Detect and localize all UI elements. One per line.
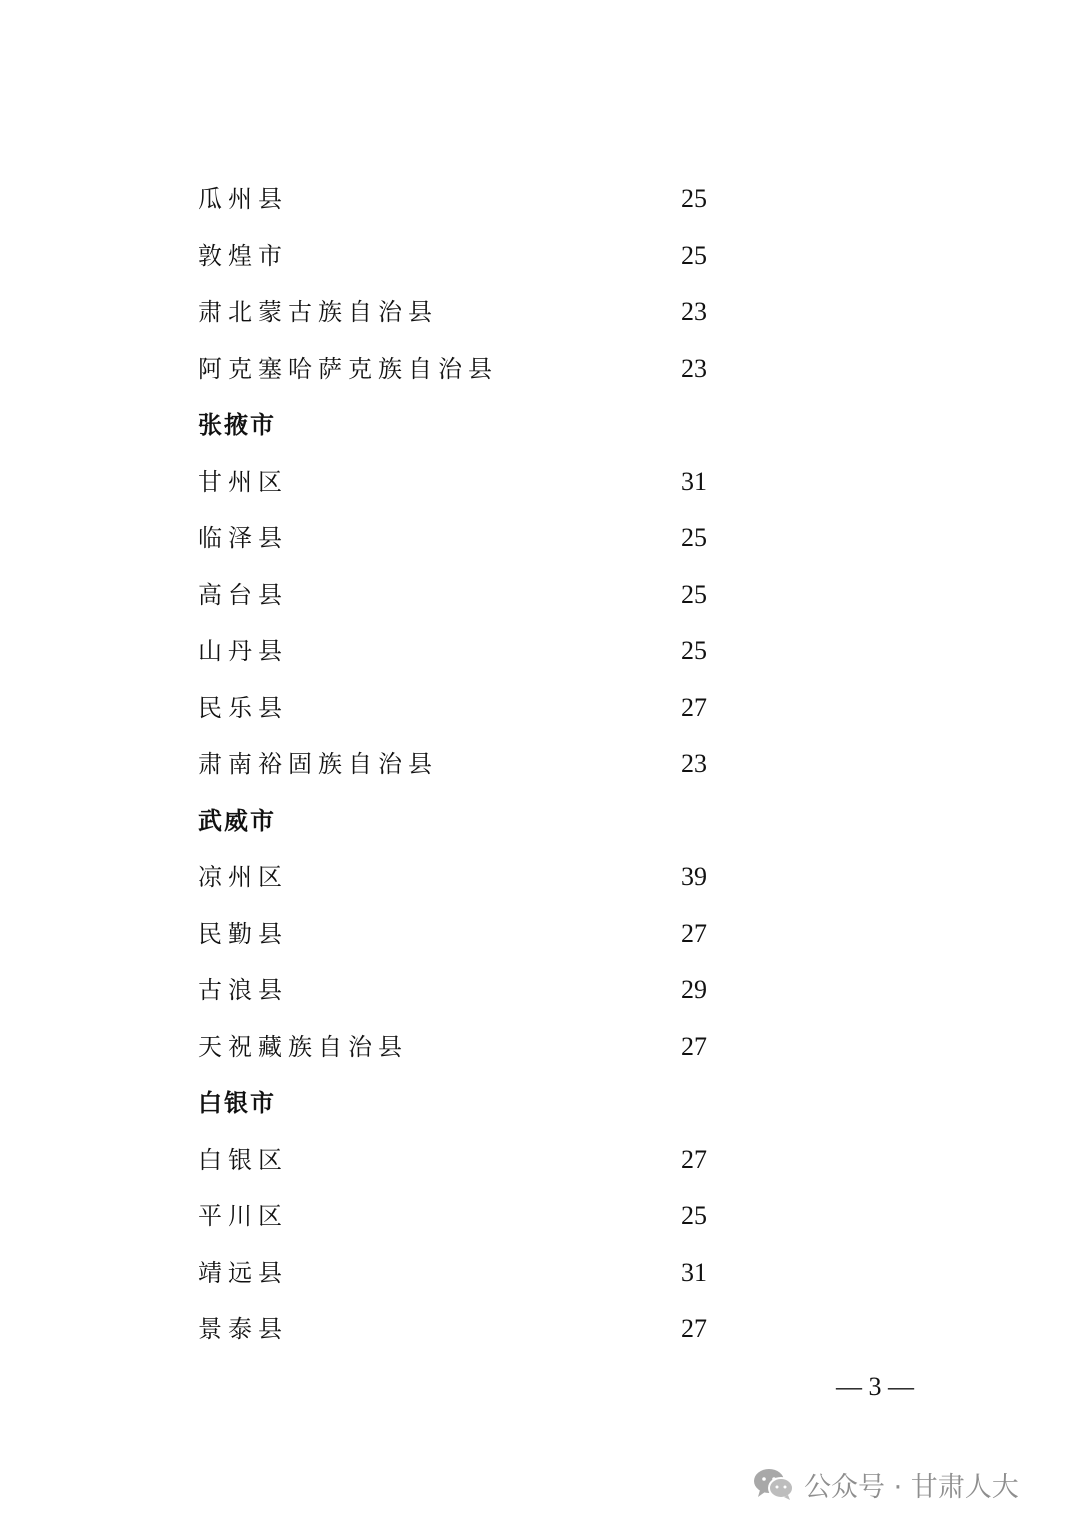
county-name: 肃南裕固族自治县 [198,750,438,778]
list-item [198,849,758,906]
list-item [198,1019,758,1076]
county-name: 民乐县 [198,693,288,722]
county-name: 古浪县 [198,976,288,1004]
city-heading-row [198,793,758,850]
county-name: 白银区 [198,1145,288,1174]
county-name: 平川区 [198,1202,288,1230]
list-item [198,171,758,228]
county-name: 瓜州县 [198,185,288,213]
list-item [198,341,758,398]
list-item [198,736,758,793]
city-heading: 张掖市 [198,411,276,439]
list-item [198,1132,758,1189]
watermark-text: 公众号 · 甘肃人大 [804,1471,1019,1503]
county-value: 25 [681,240,707,270]
page-number: — 3 — [836,1372,914,1401]
list-item [198,680,758,737]
county-name: 临泽县 [198,524,288,552]
city-heading: 武威市 [198,806,276,835]
list-item [198,284,758,341]
county-name: 阿克塞哈萨克族自治县 [198,354,498,383]
county-name: 肃北蒙古族自治县 [198,298,438,326]
county-value: 25 [681,184,707,213]
county-value: 31 [681,1257,707,1287]
list-item [198,1301,758,1358]
county-value: 29 [681,975,707,1004]
county-name: 山丹县 [198,637,288,665]
county-value: 27 [681,918,707,948]
county-value: 25 [681,579,707,609]
county-value: 39 [681,862,707,891]
county-name: 天祝藏族自治县 [198,1032,408,1061]
county-name: 高台县 [198,580,288,609]
list-item [198,1188,758,1245]
county-value: 25 [681,523,707,552]
county-value: 27 [681,1031,707,1061]
city-heading: 白银市 [198,1089,276,1117]
county-value: 23 [681,297,707,326]
county-name: 景泰县 [198,1315,288,1343]
city-heading-row [198,1075,758,1132]
county-value: 25 [681,636,707,665]
list-item [198,228,758,285]
list-item [198,567,758,624]
county-name: 民勤县 [198,919,288,948]
county-value: 23 [681,749,707,778]
city-heading-row [198,397,758,454]
county-list [198,171,758,1358]
county-value: 27 [681,692,707,722]
county-value: 27 [681,1314,707,1343]
wechat-icon [752,1466,796,1502]
list-item [198,962,758,1019]
list-item [198,906,758,963]
county-name: 凉州区 [198,863,288,891]
county-value: 25 [681,1201,707,1230]
county-name: 靖远县 [198,1258,288,1287]
list-item [198,510,758,567]
list-item [198,454,758,511]
county-value: 23 [681,353,707,383]
list-item [198,1245,758,1302]
county-name: 甘州区 [198,467,288,496]
watermark [752,1460,1019,1508]
county-value: 31 [681,466,707,496]
county-name: 敦煌市 [198,241,288,270]
county-value: 27 [681,1144,707,1174]
list-item [198,623,758,680]
